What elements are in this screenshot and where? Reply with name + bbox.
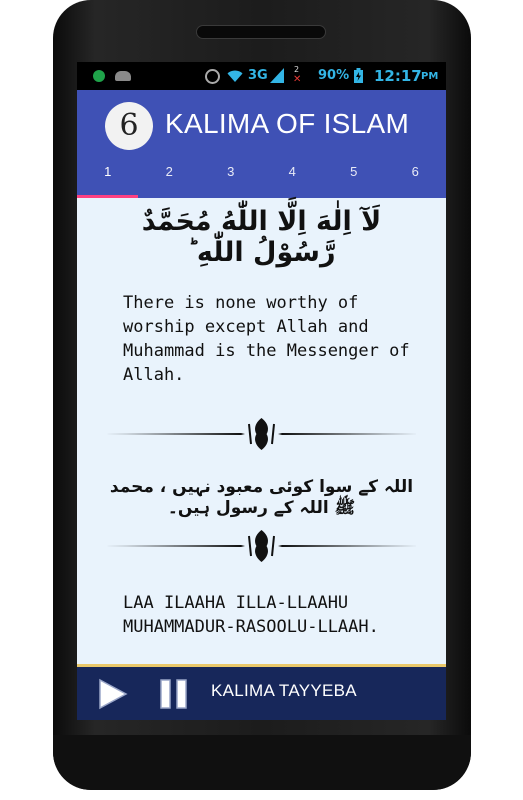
wifi-icon [227,68,243,84]
network-type: 3G [248,68,268,83]
tab-4[interactable]: 4 [288,164,296,179]
battery-percent: 90% [318,68,350,83]
phone-bezel-bottom [53,735,471,790]
phone-screen [77,62,446,720]
status-bar [77,62,446,90]
tab-2[interactable]: 2 [165,164,173,179]
page-title: KALIMA OF ISLAM [165,108,410,139]
app-bar [77,90,446,198]
kalima-arabic-text: لَآ اِلٰهَ اِلَّا اللّٰهُ مُحَمَّدٌ رَّسُوْلُ اللّٰهِ ؕ [141,206,382,268]
tab-6[interactable]: 6 [411,164,419,179]
signal-icon [270,68,284,83]
kalima-number-badge: 6 [105,102,153,150]
sim-slot-label: 2 [294,65,300,74]
kalima-english-translation: There is none worthy of worship except Allah and Muhammad is the Messenger of Allah. [123,293,410,385]
player-track-title: KALIMA TAYYEBA [211,681,357,700]
no-sim-icon: ✕ [293,74,302,85]
clock-ampm: PM [421,71,439,82]
battery-charging-icon [354,68,363,83]
play-icon[interactable] [95,677,129,711]
tab-5[interactable]: 5 [350,164,358,179]
alarm-icon [205,69,220,84]
tab-1[interactable]: 1 [104,164,112,179]
kalima-content[interactable] [77,198,446,664]
kalima-urdu-translation: اللہ کے سوا کوئی معبود نہیں ، محمد ﷺ اللہ کے رسول ہیں۔ [109,477,414,518]
ornamental-divider-icon [105,414,418,454]
kalima-transliteration: LAA ILAAHA ILLA-LLAAHU MUHAMMADUR-RASOOLU-LLAAH. [123,593,379,637]
notification-dot-icon [93,70,105,82]
tab-3[interactable]: 3 [227,164,235,179]
phone-speaker [196,25,326,39]
pause-icon[interactable] [157,679,191,709]
audio-player-bar [77,667,446,720]
ornamental-divider-icon [105,526,418,566]
clock: 12:17 [374,67,422,85]
android-icon [115,71,131,81]
kalima-tabs [77,160,446,198]
